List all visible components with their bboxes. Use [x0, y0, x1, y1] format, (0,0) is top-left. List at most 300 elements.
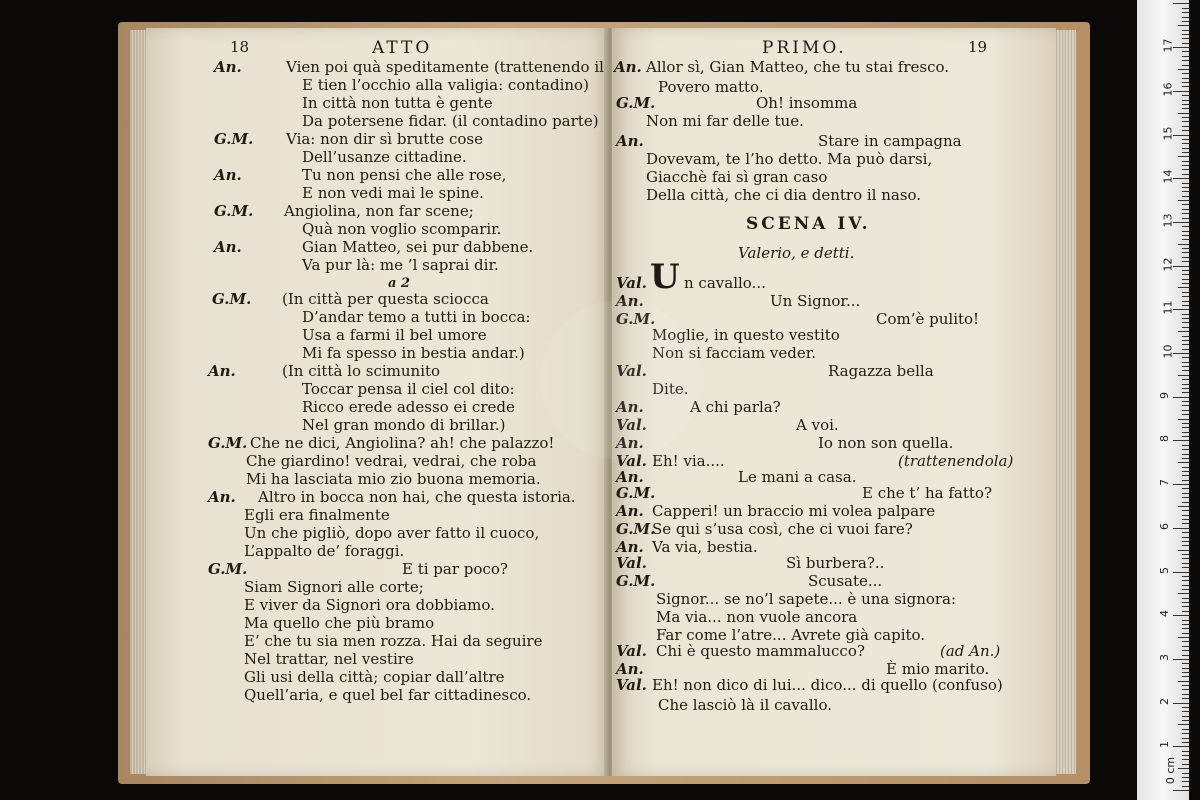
speaker-label: G.M. [616, 484, 656, 502]
ruler-tick [1182, 17, 1189, 18]
speaker-label: An. [214, 58, 242, 76]
ruler-tick [1178, 724, 1189, 725]
verse-line: Signor... se no’l sapete... è una signora: [656, 590, 957, 608]
speaker-label: An. [616, 292, 644, 310]
verse-line: Egli era finalmente [244, 506, 390, 524]
verse-line: E viver da Signori ora dobbiamo. [244, 596, 495, 614]
ruler-tick [1182, 169, 1189, 170]
ruler-tick [1182, 56, 1189, 57]
ruler-tick [1182, 432, 1189, 433]
ruler-number: 6 [1158, 522, 1171, 530]
ruler-tick [1182, 646, 1189, 647]
speaker-label: An. [614, 58, 642, 76]
ruler-tick [1182, 676, 1189, 677]
ruler-tick [1182, 231, 1189, 232]
ruler-tick [1182, 580, 1189, 581]
ruler-tick [1173, 615, 1189, 616]
ruler-tick [1182, 213, 1189, 214]
ruler-tick [1173, 746, 1189, 747]
speaker-label: G.M. [616, 310, 656, 328]
ruler-tick [1182, 257, 1189, 258]
speaker-label: Val. [616, 554, 647, 572]
verse-line: Non mi far delle tue. [646, 112, 804, 130]
ruler-tick [1182, 759, 1189, 760]
running-head: ATTO [372, 38, 433, 58]
ruler-tick [1182, 392, 1189, 393]
ruler-tick [1182, 694, 1189, 695]
ruler-tick [1182, 366, 1189, 367]
ruler-tick [1182, 34, 1189, 35]
verse-line: Ma via... non vuole ancora [656, 608, 858, 626]
ruler-tick [1182, 60, 1189, 61]
ruler-tick [1182, 384, 1189, 385]
ruler-tick [1182, 628, 1189, 629]
verse-line: Far come l’atre... Avrete già capito. [656, 626, 926, 644]
ruler-tick [1182, 751, 1189, 752]
ruler-number: 3 [1158, 653, 1171, 661]
verse-line: Che lasciò là il cavallo. [658, 696, 832, 714]
verse-line: Gian Matteo, sei pur dabbene. [302, 238, 534, 256]
ruler-tick [1182, 606, 1189, 607]
ruler-tick [1182, 620, 1189, 621]
verse-line: Stare in campagna [818, 132, 962, 150]
ruler-tick [1178, 244, 1189, 245]
speaker-label: Val. [616, 362, 647, 380]
speaker-label: An. [616, 660, 644, 678]
ruler-tick [1178, 637, 1189, 638]
ruler-tick [1178, 593, 1189, 594]
ruler-tick [1182, 161, 1189, 162]
speaker-label: Val. [616, 274, 647, 292]
ruler-tick [1182, 480, 1189, 481]
ruler-number: 17 [1161, 38, 1175, 53]
ruler-tick [1178, 200, 1189, 201]
ruler-tick [1182, 130, 1189, 131]
ruler-tick [1182, 174, 1189, 175]
ruler-tick [1182, 82, 1189, 83]
ruler-tick [1182, 786, 1189, 787]
ruler-tick [1182, 8, 1189, 9]
ruler-tick [1182, 322, 1189, 323]
ruler-tick [1178, 462, 1189, 463]
ruler-tick [1182, 65, 1189, 66]
verse-line: A voi. [796, 416, 839, 434]
speaker-label: G.M. [214, 202, 254, 220]
verse-line: Ricco erede adesso ei crede [302, 398, 515, 416]
ruler-tick [1182, 405, 1189, 406]
ruler-tick [1182, 12, 1189, 13]
page-number: 19 [968, 38, 988, 56]
ruler-tick [1182, 611, 1189, 612]
verse-line: Eh! via.... [652, 452, 725, 470]
ruler-tick [1182, 362, 1189, 363]
ruler-tick [1182, 414, 1189, 415]
ruler-tick [1182, 226, 1189, 227]
ruler-tick [1178, 681, 1189, 682]
ruler-tick [1173, 309, 1189, 310]
verse-line: E che t’ ha fatto? [862, 484, 992, 502]
ruler-tick [1182, 589, 1189, 590]
verse-line: Va pur là: me ’l saprai dir. [302, 256, 499, 274]
ruler-tick [1182, 279, 1189, 280]
verse-line: n cavallo... [684, 274, 766, 292]
verse-line: Che giardino! vedrai, vedrai, che roba [246, 452, 537, 470]
ruler-tick [1182, 318, 1189, 319]
ruler-tick [1182, 270, 1189, 271]
speaker-label: Val. [616, 642, 647, 660]
verse-line: Moglie, in questo vestito [652, 326, 840, 344]
ruler-tick [1173, 266, 1189, 267]
ruler-tick [1182, 401, 1189, 402]
ruler-tick [1182, 117, 1189, 118]
speaker-label: G.M. [616, 520, 656, 538]
ruler-tick [1182, 576, 1189, 577]
ruler-tick [1182, 502, 1189, 503]
ruler-tick [1182, 532, 1189, 533]
ruler-tick [1173, 353, 1189, 354]
ruler-number: 13 [1161, 213, 1175, 228]
verse-line: Quà non voglio scomparir. [302, 220, 502, 238]
verse-line: Sì burbera?.. [786, 554, 885, 572]
ruler-tick [1182, 30, 1189, 31]
ruler-tick [1182, 458, 1189, 459]
ruler-tick [1178, 69, 1189, 70]
ruler-tick [1182, 777, 1189, 778]
ruler-tick [1182, 510, 1189, 511]
verse-line: Com’è pulito! [876, 310, 980, 328]
ruler-tick [1182, 641, 1189, 642]
ruler-tick [1182, 357, 1189, 358]
speaker-label: An. [616, 132, 644, 150]
verse-line: Nel trattar, nel vestire [244, 650, 414, 668]
ruler-tick [1182, 292, 1189, 293]
ruler-tick [1182, 104, 1189, 105]
ruler-tick [1182, 165, 1189, 166]
ruler-tick [1182, 475, 1189, 476]
ruler-tick [1182, 668, 1189, 669]
verse-line: Se qui s’usa così, che ci vuoi fare? [652, 520, 913, 538]
ruler-tick [1182, 305, 1189, 306]
ruler-tick [1182, 379, 1189, 380]
ruler-tick [1182, 689, 1189, 690]
ruler-tick [1182, 602, 1189, 603]
ruler-tick [1182, 773, 1189, 774]
verse-line: Ragazza bella [828, 362, 934, 380]
ruler-tick [1182, 764, 1189, 765]
speaker-label: An. [616, 468, 644, 486]
verse-line: a 2 [388, 276, 410, 291]
ruler-number: 1 [1158, 741, 1171, 749]
ruler-tick [1173, 790, 1189, 791]
left-page-edges [130, 30, 146, 774]
verse-line: Dovevam, te l’ho detto. Ma può darsi, [646, 150, 933, 168]
verse-line: Dite. [652, 380, 689, 398]
stage-direction: (ad An.) [940, 642, 1001, 660]
ruler-tick [1182, 187, 1189, 188]
verse-line: E ti par poco? [402, 560, 508, 578]
ruler-tick [1182, 204, 1189, 205]
ruler-tick [1178, 113, 1189, 114]
ruler-tick [1178, 375, 1189, 376]
ruler-tick [1182, 283, 1189, 284]
ruler-tick [1173, 222, 1189, 223]
speaker-label: An. [208, 362, 236, 380]
ruler-tick [1182, 554, 1189, 555]
ruler-tick [1182, 126, 1189, 127]
verse-line: E tien l’occhio alla valigia: contadino) [302, 76, 589, 94]
ruler-tick [1182, 191, 1189, 192]
ruler-tick [1182, 427, 1189, 428]
verse-line: (In città lo scimunito [282, 362, 441, 380]
ruler-tick [1182, 143, 1189, 144]
ruler-tick [1173, 178, 1189, 179]
ruler-tick [1182, 388, 1189, 389]
verse-line: Dell’usanze cittadine. [302, 148, 467, 166]
speaker-label: G.M. [616, 94, 656, 112]
speaker-label: G.M. [208, 434, 248, 452]
ruler-tick [1182, 252, 1189, 253]
verse-line: D’andar temo a tutti in bocca: [302, 308, 531, 326]
ruler-tick [1182, 698, 1189, 699]
verse-line: Giacchè fai sì gran caso [646, 168, 828, 186]
ruler-tick [1173, 440, 1189, 441]
speaker-label: Val. [616, 452, 647, 470]
ruler-tick [1173, 528, 1189, 529]
ruler-tick [1173, 484, 1189, 485]
ruler-tick [1182, 196, 1189, 197]
verse-line: Ma quello che più bramo [244, 614, 435, 632]
ruler-tick [1182, 545, 1189, 546]
speaker-label: An. [214, 166, 242, 184]
verse-line: Scusate... [808, 572, 883, 590]
ruler-tick [1173, 3, 1189, 4]
ruler-tick [1182, 633, 1189, 634]
ruler-tick [1182, 585, 1189, 586]
verse-line: Le mani a casa. [738, 468, 857, 486]
ruler-tick [1182, 235, 1189, 236]
ruler-tick [1182, 86, 1189, 87]
speaker-label: An. [616, 398, 644, 416]
ruler-tick [1182, 781, 1189, 782]
ruler-tick [1182, 711, 1189, 712]
ruler-tick [1182, 327, 1189, 328]
verse-line: Io non son quella. [818, 434, 954, 452]
verse-line: Angiolina, non far scene; [284, 202, 474, 220]
ruler-tick [1182, 340, 1189, 341]
ruler-tick [1182, 515, 1189, 516]
ruler-tick [1182, 716, 1189, 717]
ruler-number: 2 [1158, 697, 1171, 705]
ruler-tick [1182, 248, 1189, 249]
ruler-tick [1182, 436, 1189, 437]
speaker-label: An. [208, 488, 236, 506]
ruler-tick [1173, 572, 1189, 573]
ruler-tick [1182, 493, 1189, 494]
left-page [146, 28, 608, 776]
ruler-tick [1178, 506, 1189, 507]
speaker-label: Val. [616, 416, 647, 434]
speaker-label: An. [616, 502, 644, 520]
running-head: PRIMO. [762, 38, 847, 58]
verse-line: Allor sì, Gian Matteo, che tu stai fresco. [646, 58, 950, 76]
stage-direction: (trattenendola) [898, 452, 1014, 470]
verse-line: Nel gran mondo di brillar.) [302, 416, 506, 434]
ruler-tick [1178, 287, 1189, 288]
verse-line: E’ che tu sia men rozza. Hai da seguire [244, 632, 543, 650]
ruler-tick [1182, 261, 1189, 262]
ruler-tick [1182, 344, 1189, 345]
verse-line: Via: non dir sì brutte cose [286, 130, 483, 148]
ruler-tick [1182, 152, 1189, 153]
speaker-label: G.M. [212, 290, 252, 308]
ruler-tick [1182, 738, 1189, 739]
speaker-label: An. [616, 538, 644, 556]
ruler-tick [1182, 218, 1189, 219]
ruler-tick [1182, 523, 1189, 524]
ruler-tick [1182, 519, 1189, 520]
speaker-label: An. [616, 434, 644, 452]
ruler-tick [1182, 733, 1189, 734]
ruler-tick [1182, 139, 1189, 140]
ruler-tick [1182, 301, 1189, 302]
ruler-tick [1182, 755, 1189, 756]
verse-line: Mi ha lasciata mio zio buona memoria. [246, 470, 541, 488]
speaker-label: G.M. [208, 560, 248, 578]
ruler-tick [1182, 497, 1189, 498]
ruler-tick [1182, 21, 1189, 22]
verse-line: Che ne dici, Angiolina? ah! che palazzo! [250, 434, 555, 452]
speaker-label: G.M. [616, 572, 656, 590]
ruler-tick [1182, 78, 1189, 79]
ruler-tick [1182, 274, 1189, 275]
ruler-tick [1182, 423, 1189, 424]
ruler-tick [1182, 663, 1189, 664]
ruler-unit-label: 0 cm [1164, 756, 1178, 785]
ruler-tick [1182, 655, 1189, 656]
ruler-tick [1178, 331, 1189, 332]
ruler-tick [1182, 471, 1189, 472]
verse-line: Siam Signori alle corte; [244, 578, 424, 596]
verse-line: Toccar pensa il ciel col dito: [302, 380, 515, 398]
verse-line: È mio marito. [886, 660, 990, 678]
ruler-tick [1182, 183, 1189, 184]
measurement-ruler [1137, 0, 1189, 800]
ruler-tick [1182, 73, 1189, 74]
stage-direction: Valerio, e detti. [738, 244, 855, 262]
verse-line: Oh! insomma [756, 94, 858, 112]
ruler-tick [1182, 624, 1189, 625]
ruler-tick [1182, 537, 1189, 538]
ruler-tick [1182, 43, 1189, 44]
verse-line: Chi è questo mammalucco? [656, 642, 865, 660]
ruler-tick [1178, 550, 1189, 551]
ruler-tick [1173, 91, 1189, 92]
ruler-tick [1182, 51, 1189, 52]
ruler-tick [1182, 563, 1189, 564]
ruler-tick [1182, 445, 1189, 446]
ruler-tick [1182, 38, 1189, 39]
ruler-tick [1182, 336, 1189, 337]
ruler-tick [1173, 397, 1189, 398]
verse-line: Da potersene fidar. (il contadino parte) [302, 112, 599, 130]
verse-line: Vien poi quà speditamente (trattenendo il [286, 58, 604, 76]
verse-line: Gli usi della città; copiar dall’altre [244, 668, 505, 686]
ruler-number: 16 [1161, 82, 1175, 97]
verse-line: In città non tutta è gente [302, 94, 493, 112]
verse-line: Va via, bestia. [652, 538, 758, 556]
ruler-tick [1173, 703, 1189, 704]
speaker-label: Val. [616, 676, 647, 694]
ruler-tick [1182, 742, 1189, 743]
ruler-tick [1182, 121, 1189, 122]
ruler-number: 14 [1161, 169, 1175, 184]
verse-line: Un Signor... [770, 292, 861, 310]
ruler-tick [1182, 729, 1189, 730]
ruler-tick [1182, 108, 1189, 109]
ruler-tick [1182, 567, 1189, 568]
ruler-tick [1182, 449, 1189, 450]
ruler-tick [1182, 558, 1189, 559]
ruler-tick [1182, 720, 1189, 721]
ruler-number: 8 [1158, 435, 1171, 443]
ruler-number: 9 [1158, 391, 1171, 399]
verse-line: E non vedi mai le spine. [302, 184, 484, 202]
verse-line: A chi parla? [690, 398, 781, 416]
ruler-tick [1173, 47, 1189, 48]
ruler-tick [1182, 707, 1189, 708]
verse-line: Quell’aria, e quel bel far cittadinesco. [244, 686, 532, 704]
ruler-tick [1182, 454, 1189, 455]
ruler-tick [1182, 672, 1189, 673]
ruler-tick [1182, 239, 1189, 240]
ruler-tick [1182, 370, 1189, 371]
ruler-tick [1182, 685, 1189, 686]
ruler-tick [1182, 314, 1189, 315]
ruler-number: 10 [1161, 344, 1175, 359]
scene-title: SCENA IV. [746, 214, 871, 234]
ruler-tick [1182, 488, 1189, 489]
verse-line: Un che pigliò, dopo aver fatto il cuoco, [244, 524, 540, 542]
verse-line: Della città, che ci dia dentro il naso. [646, 186, 922, 204]
verse-line: Usa a farmi il bel umore [302, 326, 487, 344]
verse-line: Tu non pensi che alle rose, [302, 166, 507, 184]
ruler-tick [1173, 659, 1189, 660]
speaker-label: An. [214, 238, 242, 256]
ruler-number: 15 [1161, 126, 1175, 140]
ruler-tick [1182, 296, 1189, 297]
ruler-tick [1182, 410, 1189, 411]
verse-line: Eh! non dico di lui... dico... di quello (confuso) [652, 676, 1003, 694]
ruler-number: 7 [1158, 479, 1171, 487]
ruler-tick [1182, 598, 1189, 599]
ruler-tick [1178, 25, 1189, 26]
ruler-tick [1182, 95, 1189, 96]
verse-line: (In città per questa sciocca [282, 290, 489, 308]
ruler-number: 12 [1161, 257, 1175, 272]
ruler-tick [1178, 419, 1189, 420]
ruler-tick [1178, 156, 1189, 157]
ruler-number: 5 [1158, 566, 1171, 574]
verse-line: Povero matto. [658, 78, 764, 96]
library-watermark [540, 300, 700, 460]
ruler-number: 4 [1158, 610, 1171, 618]
ruler-tick [1178, 768, 1189, 769]
ruler-tick [1182, 650, 1189, 651]
verse-line: Capperi! un braccio mi volea palpare [652, 502, 936, 520]
verse-line: Non si facciam veder. [652, 344, 816, 362]
drop-cap: U [650, 257, 680, 297]
ruler-tick [1182, 209, 1189, 210]
